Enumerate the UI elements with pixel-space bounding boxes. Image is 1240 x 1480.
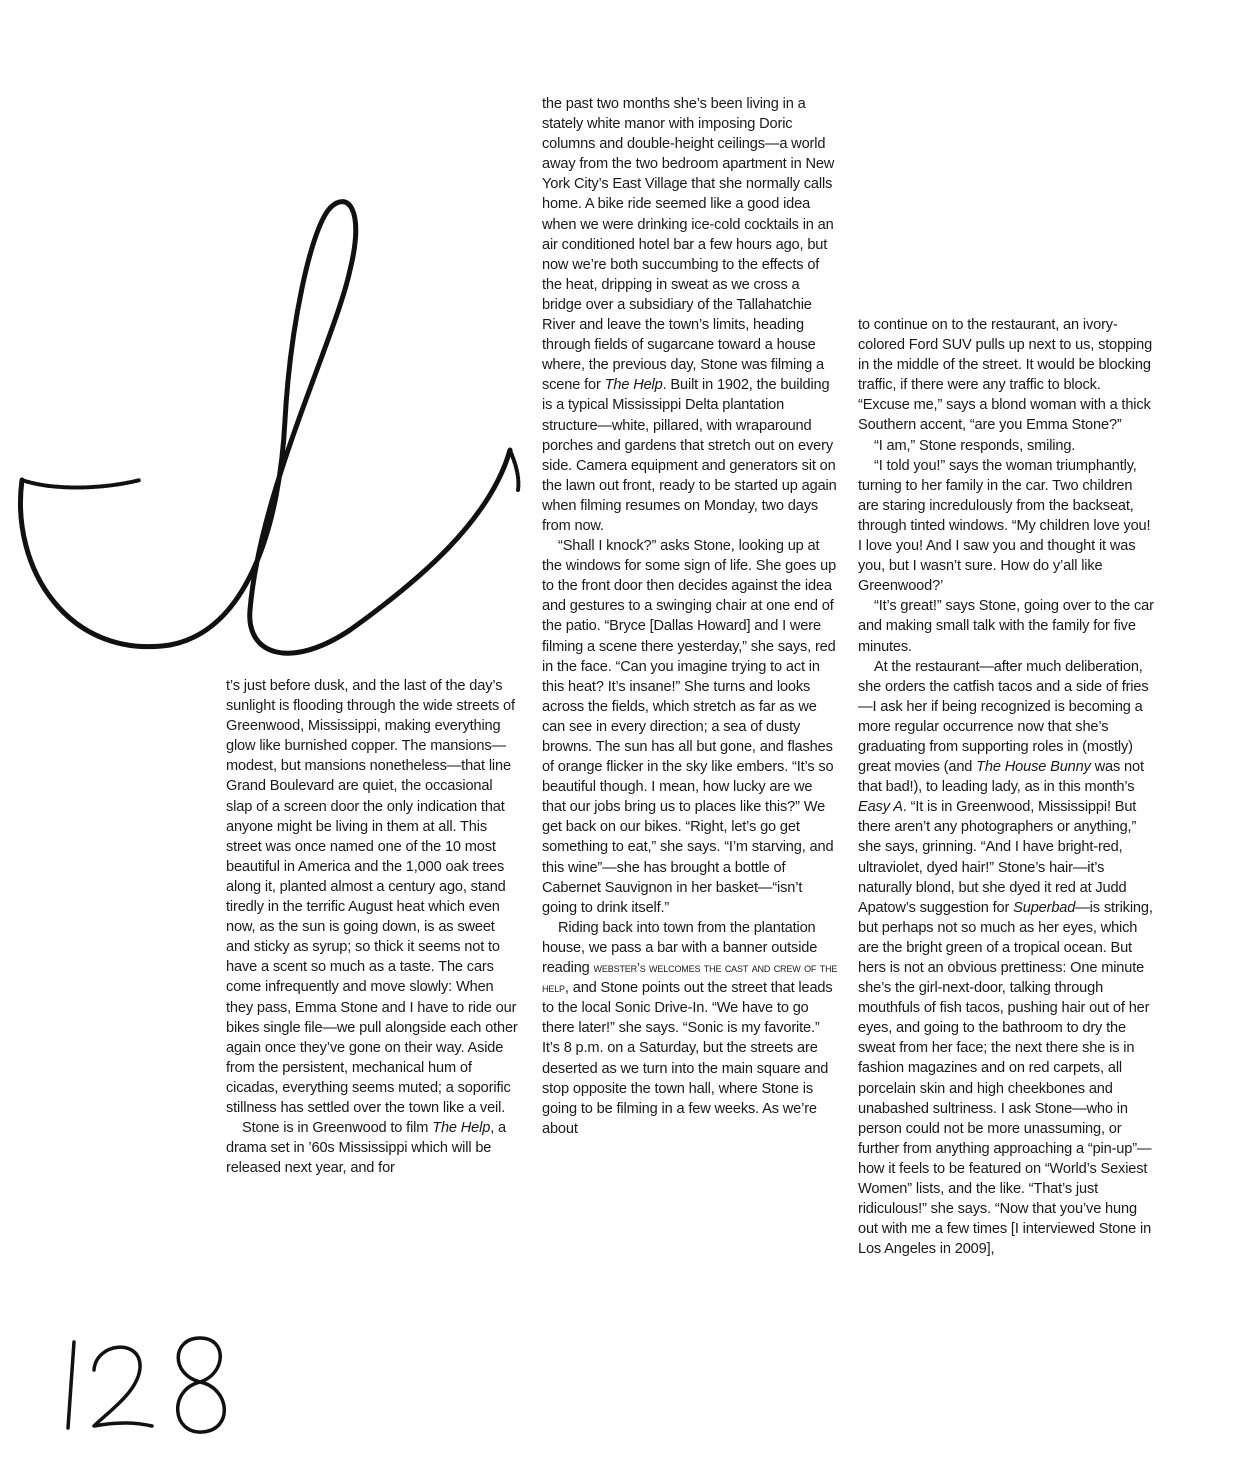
col3-p5-title-3: Superbad <box>1013 899 1076 916</box>
col3-p5-text-c: . “It is in Greenwood, Mississippi! But there aren’t any photographers or anything,” she says, grinning. “And I have bright-red, ultraviolet, dyed hair!” Stone’s hair—it’s naturally blond, but she dyed it red at Judd Apatow’s suggestion for <box>858 799 1137 916</box>
col3-paragraph-3: “I told you!” says the woman triumphantly, turning to her family in the car. Two children are staring incredulously from the backseat, through tinted windows. “My children love you! I love you! And I saw you and thought it was you, but I wasn’t sure. How do y’all like Greenwood?’ <box>858 457 1151 595</box>
col1-paragraph-1: t’s just before dusk, and the last of the day’s sunlight is flooding through the wide streets of Greenwood, Mississippi, making everything glow like burnished copper. The mansions—modest, but mansions nonetheless—that line Grand Boulevard are quiet, the occasional slap of a screen door the only indication that anyone might be living in them at all. This street was once named one of the 10 most beautiful in America and the 1,000 oak trees along it, planted almost a century ago, stand tiredly in the terrific August heat which even now, as the sun is going down, is as sweet and sticky as syrup; so thick it seems not to have a scent so much as a taste. The cars come infrequently and move slowly: When they pass, Emma Stone and I have to ride our bikes single file—we pull alongside each other again once they’ve gone on their way. Aside from the persistent, mechanical hum of cicadas, everything seems muted; a soporific stillness has settled over the town like a veil. <box>226 678 518 1116</box>
col3-p5-title-2: Easy A <box>858 799 903 816</box>
col2-p3-text-a: Riding back into town from the plantation house, we pass a bar with a banner outside reading <box>542 919 818 977</box>
col2-p3-text-b: , and Stone points out the street that leads to the local Sonic Drive-In. “We have to go there later!” she says. “Sonic is my favorite.” It’s 8 p.m. on a Saturday, but the streets are deserted as we turn into the main square and stop opposite the town hall, where Stone is going to be filming in a few weeks. As we’re about <box>542 980 833 1137</box>
col2-p1-text-b: . Built in 1902, the building is a typical Mississippi Delta plantation structure—white, pillared, with wraparound porches and gardens that stretch out on every side. Camera equipment and generators sit on the lawn out front, ready to be started up again when filming resumes on Monday, two days from now. <box>542 377 837 534</box>
col2-p1-text-a: the past two months she’s been living in a stately white manor with imposing Doric columns and double-height ceilings—a world away from the two bedroom apartment in New York City’s East Village that she normally calls home. A bike ride seemed like a good idea when we were drinking ice-cold cocktails in an air conditioned hotel bar a few hours ago, but now we’re both succumbing to the effects of the heat, dripping in sweat as we cross a bridge over a subsidiary of the Tallahatchie River and leave the town’s limits, heading through fields of sugarcane toward a house where, the previous day, Stone was filming a scene for <box>542 96 835 394</box>
col3-paragraph-1: to continue on to the restaurant, an ivory-colored Ford SUV pulls up next to us, stopping in the middle of the street. It would be blocking traffic, if there were any traffic to block. “Excuse me,” says a blond woman with a thick Southern accent, “are you Emma Stone?” <box>858 317 1153 434</box>
article-column-2 <box>542 94 838 1139</box>
col1-p2-text-a: Stone is in Greenwood to film <box>242 1120 433 1137</box>
col2-paragraph-3 <box>542 918 838 1139</box>
col2-paragraph-1 <box>542 94 838 536</box>
col1-p2-text-b: , a drama set in ’60s Mississippi which will be released next year, and for <box>226 1120 506 1177</box>
col3-paragraph-5 <box>858 657 1154 1260</box>
col1-p2-title: The Help <box>432 1120 491 1137</box>
col2-p3-banner: webster’s welcomes the cast and crew of the help <box>542 960 838 996</box>
col3-paragraph-4: “It’s great!” says Stone, going over to the car and making small talk with the family for five minutes. <box>858 598 1154 655</box>
page-number <box>60 1330 240 1440</box>
col2-p1-title: The Help <box>604 377 663 394</box>
col3-paragraph-2: “I am,” Stone responds, smiling. <box>874 437 1076 454</box>
col2-paragraph-2: “Shall I knock?” asks Stone, looking up at the windows for some sign of life. She goes up to the front door then decides against the idea and gestures to a swinging chair at one end of the patio. “Bryce [Dallas Howard] and I were filming a scene there yesterday,” she says, red in the face. “Can you imagine trying to act in this heat? It’s insane!” She turns and looks across the fields, which stretch as far as we can see in every direction; a sea of dusty browns. The sun has all but gone, and flashes of orange flicker in the sky like embers. “It’s so beautiful though. I mean, how lucky are we that our jobs bring us to places like this?” We get back on our bikes. “Right, let’s go get something to eat,” she says. “I’m starving, and this wine”—she has brought a bottle of Cabernet Sauvignon in her basket—“isn’t going to drink itself.” <box>542 538 837 916</box>
col3-p5-text-d: —is striking, but perhaps not so much as her eyes, which are the bright green of a tropical ocean. But hers is not an obvious prettiness: One minute she’s the girl-next-door, talking through mouthfuls of fish tacos, pushing hair out of her eyes, and going to the bathroom to dry the sweat from her face; the next there she is in fashion magazines and on red carpets, all porcelain skin and high cheekbones and unabashed sultriness. I ask Stone—who in person could not be more unassuming, or further from anything approaching a “pin-up”—how it feels to be featured on “World’s Sexiest Women” lists, and the like. “That’s just ridiculous!” she says. “Now that you’ve hung out with me a few times [I interviewed Stone in Los Angeles in 2009], <box>858 899 1153 1258</box>
drop-cap-letter <box>10 190 530 670</box>
col1-paragraph-2 <box>226 1118 518 1178</box>
article-column-1 <box>226 676 518 1178</box>
col3-p5-title-1: The House Bunny <box>976 759 1091 776</box>
col3-p5-text-a: At the restaurant—after much deliberation, she orders the catfish tacos and a side of fries—I ask her if being recognized is becoming a more regular occurrence now that she’s graduating from supporting roles in (mostly) great movies (and <box>858 658 1149 776</box>
article-column-3 <box>858 315 1154 1259</box>
col3-p5-text-b: was not that bad!), to leading lady, as in this month’s <box>858 759 1144 796</box>
